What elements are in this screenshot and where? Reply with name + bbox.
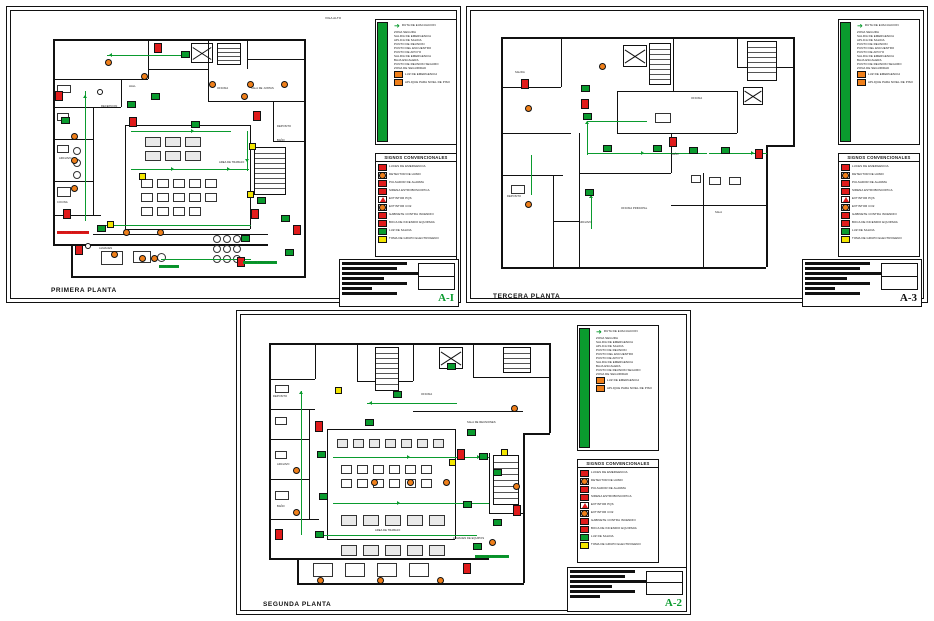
elevator-symbol bbox=[191, 43, 213, 63]
fire-extinguisher-symbol bbox=[463, 563, 471, 574]
smoke-detector-symbol bbox=[157, 229, 164, 236]
legend-title: SIGNOS CONVENCIONALES bbox=[578, 460, 658, 468]
room-label: OFICINA bbox=[217, 87, 229, 90]
room-label: OFICINA PRINCIPAL bbox=[621, 207, 648, 210]
room-label: SALA bbox=[715, 211, 723, 214]
smoke-detector-symbol bbox=[123, 229, 130, 236]
room-label: OFICINA bbox=[691, 97, 703, 100]
emergency-exit-symbol bbox=[493, 519, 502, 526]
sheet-code: A-2 bbox=[664, 597, 682, 609]
emergency-exit-symbol bbox=[479, 453, 488, 460]
room-label: PUNTO DE ENCUENTRO bbox=[57, 231, 90, 234]
fire-extinguisher-symbol bbox=[55, 91, 63, 101]
legend-equipment-a1: SIGNOS CONVENCIONALES LUCES DE EMERGENCIA DETECTOR DE HUMO PULSADOR DE ALARMA SIRENA ESTROBOSCOPICA EXTINTOR PQS EXTINTOR CO2 GABINETE CONTRA INCENDIO BOCA DE INCENDIO EQUIPADA LUZ DE SALIDA TOMA DE GRUPO ELECTROGENO bbox=[375, 153, 457, 257]
room-label: DEPOSITO bbox=[277, 125, 292, 128]
fire-extinguisher-symbol bbox=[154, 43, 162, 53]
stair-symbol bbox=[254, 147, 286, 195]
sheet-a1-plan-title: PRIMERA PLANTA bbox=[51, 287, 117, 294]
emergency-exit-symbol bbox=[181, 51, 190, 58]
emergency-exit-symbol bbox=[315, 531, 324, 538]
fire-extinguisher-symbol bbox=[129, 117, 137, 127]
emergency-exit-symbol bbox=[127, 101, 136, 108]
emergency-exit-symbol bbox=[653, 145, 662, 152]
extinguisher-co2-icon bbox=[841, 204, 850, 211]
emergency-light-icon bbox=[378, 164, 387, 171]
smoke-detector-symbol bbox=[317, 577, 324, 584]
emergency-exit-symbol bbox=[191, 121, 200, 128]
emergency-exit-symbol bbox=[493, 469, 502, 476]
generator-outlet-icon bbox=[580, 542, 589, 549]
smoke-detector-icon bbox=[580, 478, 589, 485]
sheet-code: A-3 bbox=[899, 292, 917, 304]
extinguisher-co2-icon bbox=[378, 204, 387, 211]
room-label: SALIDA DE EMERGENCIA bbox=[243, 261, 277, 264]
floor-plan-segunda-planta bbox=[257, 333, 562, 591]
emergency-light-icon bbox=[841, 164, 850, 171]
extinguisher-pqs-icon bbox=[580, 502, 589, 509]
emergency-exit-symbol bbox=[581, 85, 590, 92]
light-point-symbol bbox=[85, 243, 91, 249]
smoke-detector-symbol bbox=[599, 63, 606, 70]
route-label: ZONA SEGURA bbox=[159, 265, 179, 268]
smoke-detector-symbol bbox=[293, 467, 300, 474]
smoke-detector-symbol bbox=[377, 577, 384, 584]
fire-cabinet-icon bbox=[841, 212, 850, 219]
emergency-exit-symbol bbox=[603, 145, 612, 152]
alarm-pushbutton-symbol bbox=[107, 221, 114, 228]
fire-extinguisher-symbol bbox=[755, 149, 763, 159]
room-label: HALL bbox=[129, 85, 136, 88]
emergency-light-icon bbox=[580, 470, 589, 477]
fire-extinguisher-symbol bbox=[669, 137, 677, 147]
smoke-detector-symbol bbox=[437, 577, 444, 584]
room-label: DEPOSITO bbox=[507, 195, 522, 198]
fire-extinguisher-symbol bbox=[581, 99, 589, 109]
floor-plan-tercera-planta bbox=[491, 25, 791, 280]
fire-extinguisher-symbol bbox=[521, 79, 529, 89]
legend-evacuation-a3: ➜ RUTA DE EVACUACION ZONA SEGURA SALIDA DE EMERGENCIA APLICA DE SALIDA PUNTO DE REUNION PUNTO DEL ENCUENTRO PUNTO DE APOYO SALIDA DE EMERGENCIA BAJA ESCALERA PUNTO DE REUNION SEGURO ZONA DE SEGURIDAD LUZ DE EMERGENCIA APLIQUE PARA NIVEL DE PISO bbox=[838, 19, 920, 145]
room-label: BAÑO bbox=[277, 139, 285, 142]
smoke-detector-symbol bbox=[111, 251, 118, 258]
hose-reel-icon bbox=[841, 220, 850, 227]
fire-extinguisher-symbol bbox=[75, 245, 83, 255]
hose-reel-icon bbox=[378, 220, 387, 227]
elevator-symbol-2 bbox=[743, 87, 763, 105]
arrow-icon: ➜ bbox=[596, 328, 602, 336]
emergency-exit-symbol bbox=[285, 249, 294, 256]
emergency-exit-symbol bbox=[61, 117, 70, 124]
alarm-pushbutton-symbol bbox=[501, 449, 508, 456]
room-label: SALA DE JUNTAS bbox=[251, 87, 274, 90]
stair-symbol bbox=[375, 347, 399, 391]
smoke-detector-symbol bbox=[293, 509, 300, 516]
fire-extinguisher-symbol bbox=[253, 111, 261, 121]
sheet-a3 bbox=[466, 6, 928, 303]
emergency-exit-symbol bbox=[281, 215, 290, 222]
emergency-exit-symbol bbox=[241, 235, 250, 242]
generator-outlet-icon bbox=[841, 236, 850, 243]
fire-cabinet-icon bbox=[580, 518, 589, 525]
floor-level-light-icon bbox=[394, 79, 403, 86]
smoke-detector-symbol bbox=[371, 479, 378, 486]
emergency-exit-symbol bbox=[317, 451, 326, 458]
arrow-icon: ➜ bbox=[394, 22, 400, 30]
room-label: COCINA bbox=[57, 201, 68, 204]
smoke-detector-symbol bbox=[209, 81, 216, 88]
exit-light-icon bbox=[580, 534, 589, 541]
emergency-exit-symbol bbox=[151, 93, 160, 100]
exit-light-icon bbox=[378, 228, 387, 235]
emergency-exit-symbol bbox=[365, 419, 374, 426]
room-label: SALIDA bbox=[515, 71, 525, 74]
room-label: ARCHIVO bbox=[59, 157, 72, 160]
emergency-exit-symbol bbox=[721, 147, 730, 154]
extinguisher-co2-icon bbox=[580, 510, 589, 517]
alarm-pushbutton-symbol bbox=[249, 143, 256, 150]
legend-equipment-a3: SIGNOS CONVENCIONALES LUCES DE EMERGENCIA DETECTOR DE HUMO PULSADOR DE ALARMA SIRENA ESTROBOSCOPICA EXTINTOR PQS EXTINTOR CO2 GABINETE CONTRA INCENDIO BOCA DE INCENDIO EQUIPADA LUZ DE SALIDA TOMA DE GRUPO ELECTROGENO bbox=[838, 153, 920, 257]
room-label: RECEPCION bbox=[101, 105, 118, 108]
room-label: AREA DE TRABAJO bbox=[375, 529, 401, 532]
emergency-exit-symbol bbox=[467, 429, 476, 436]
smoke-detector-symbol bbox=[525, 105, 532, 112]
floor-level-light-icon bbox=[596, 385, 605, 392]
generator-outlet-icon bbox=[378, 236, 387, 243]
sheet-a1 bbox=[6, 6, 461, 303]
smoke-detector-symbol bbox=[511, 405, 518, 412]
titleblock-a3 bbox=[802, 259, 922, 307]
smoke-detector-symbol bbox=[407, 479, 414, 486]
hose-reel-icon bbox=[580, 526, 589, 533]
emergency-exit-symbol bbox=[585, 189, 594, 196]
pull-station-icon bbox=[841, 180, 850, 187]
alarm-pushbutton-symbol bbox=[449, 459, 456, 466]
emergency-light-icon bbox=[596, 377, 605, 384]
fire-cabinet-icon bbox=[378, 212, 387, 219]
legend-evacuation-a2: ➜ RUTA DE EVACUACION ZONA SEGURA SALIDA DE EMERGENCIA APLICA DE SALIDA PUNTO DE REUNION PUNTO DEL ENCUENTRO PUNTO DE APOYO SALIDA DE EMERGENCIA BAJA ESCALERA PUNTO DE REUNION SEGURO ZONA DE SEGURIDAD LUZ DE EMERGENCIA APLIQUE PARA NIVEL DE PISO bbox=[577, 325, 659, 451]
sheet-a2 bbox=[236, 310, 691, 615]
smoke-detector-symbol bbox=[141, 73, 148, 80]
smoke-detector-symbol bbox=[71, 157, 78, 164]
sheet-a2-plan-title: SEGUNDA PLANTA bbox=[263, 601, 332, 608]
legend-evacuation-a1: ➜ RUTA DE EVACUACION ZONA SEGURA SALIDA DE EMERGENCIA APLICA DE SALIDA PUNTO DE REUNION PUNTO DEL ENCUENTRO PUNTO DE APOYO SALIDA DE EMERGENCIA BAJA ESCALERA PUNTO DE REUNION SEGURO ZONA DE SEGURIDAD LUZ DE EMERGENCIA APLIQUE PARA NIVEL DE PISO bbox=[375, 19, 457, 145]
strobe-siren-icon bbox=[378, 188, 387, 195]
stair-symbol-2 bbox=[217, 43, 241, 65]
fire-extinguisher-symbol bbox=[513, 505, 521, 516]
room-label: AREA DE TRABAJO bbox=[219, 161, 245, 164]
extinguisher-pqs-icon bbox=[378, 196, 387, 203]
emergency-light-icon bbox=[394, 71, 403, 78]
smoke-detector-icon bbox=[841, 172, 850, 179]
stair-symbol-2 bbox=[747, 41, 777, 81]
fire-extinguisher-symbol bbox=[275, 529, 283, 540]
smoke-detector-symbol bbox=[241, 93, 248, 100]
extinguisher-pqs-icon bbox=[841, 196, 850, 203]
room-label: ARCHIVO bbox=[277, 463, 290, 466]
legend-title: SIGNOS CONVENCIONALES bbox=[839, 154, 919, 162]
stair-symbol-3 bbox=[493, 455, 519, 505]
fire-extinguisher-symbol bbox=[251, 209, 259, 219]
alarm-pushbutton-symbol bbox=[247, 191, 254, 198]
emergency-light-icon bbox=[857, 71, 866, 78]
strobe-siren-icon bbox=[580, 494, 589, 501]
emergency-exit-symbol bbox=[319, 493, 328, 500]
emergency-exit-symbol bbox=[447, 363, 456, 370]
room-label: ALMACEN DE EQUIPOS bbox=[453, 537, 485, 540]
smoke-detector-symbol bbox=[525, 201, 532, 208]
arrow-icon: ➜ bbox=[857, 22, 863, 30]
emergency-exit-symbol bbox=[393, 391, 402, 398]
titleblock-a2 bbox=[567, 567, 687, 612]
sheet-a3-plan-title: TERCERA PLANTA bbox=[493, 293, 561, 300]
room-label: ALMACEN bbox=[99, 247, 113, 250]
smoke-detector-symbol bbox=[489, 539, 496, 546]
smoke-detector-symbol bbox=[71, 185, 78, 192]
smoke-detector-symbol bbox=[105, 59, 112, 66]
stair-symbol bbox=[649, 43, 671, 85]
room-label: DEPOSITO bbox=[273, 395, 288, 398]
smoke-detector-symbol bbox=[513, 483, 520, 490]
smoke-detector-symbol bbox=[71, 133, 78, 140]
legend-equipment-a2: SIGNOS CONVENCIONALES LUCES DE EMERGENCIA DETECTOR DE HUMO PULSADOR DE ALARMA SIRENA ESTROBOSCOPICA EXTINTOR PQS EXTINTOR CO2 GABINETE CONTRA INCENDIO BOCA DE INCENDIO EQUIPADA LUZ DE SALIDA TOMA DE GRUPO ELECTROGENO bbox=[577, 459, 659, 563]
emergency-exit-symbol bbox=[473, 543, 482, 550]
legend-title: SIGNOS CONVENCIONALES bbox=[376, 154, 456, 162]
fire-extinguisher-symbol bbox=[457, 449, 465, 460]
stair-symbol-2 bbox=[503, 347, 531, 373]
emergency-exit-symbol bbox=[257, 197, 266, 204]
pull-station-icon bbox=[378, 180, 387, 187]
floor-level-light-icon bbox=[857, 79, 866, 86]
titleblock-a1 bbox=[339, 259, 459, 307]
sheet-code: A-I bbox=[438, 292, 454, 304]
alarm-pushbutton-symbol bbox=[335, 387, 342, 394]
smoke-detector-symbol bbox=[139, 255, 146, 262]
room-label: ARCHIVO bbox=[579, 221, 592, 224]
pull-station-icon bbox=[580, 486, 589, 493]
emergency-exit-symbol bbox=[463, 501, 472, 508]
floor-plan-primera-planta bbox=[41, 29, 331, 279]
fire-extinguisher-symbol bbox=[63, 209, 71, 219]
smoke-detector-icon bbox=[378, 172, 387, 179]
fire-extinguisher-symbol bbox=[293, 225, 301, 235]
room-label: SALIDA DE EMERGENCIA bbox=[475, 555, 509, 558]
smoke-detector-symbol bbox=[443, 479, 450, 486]
room-label: BAÑO bbox=[277, 505, 285, 508]
smoke-detector-symbol bbox=[281, 81, 288, 88]
exit-light-icon bbox=[841, 228, 850, 235]
emergency-exit-symbol bbox=[583, 113, 592, 120]
fire-extinguisher-symbol bbox=[315, 421, 323, 432]
strobe-siren-icon bbox=[841, 188, 850, 195]
alarm-pushbutton-symbol bbox=[139, 173, 146, 180]
room-label: OFICINA bbox=[421, 393, 433, 396]
room-label: BAÑO bbox=[671, 153, 679, 156]
elevator-symbol bbox=[623, 45, 647, 67]
sheet-a1-corner-note: VIGA ALTO bbox=[325, 16, 342, 20]
smoke-detector-symbol bbox=[151, 255, 158, 262]
room-label: SALA DE REUNIONES bbox=[467, 421, 496, 424]
light-point-symbol bbox=[97, 89, 103, 95]
emergency-exit-symbol bbox=[689, 147, 698, 154]
emergency-exit-symbol bbox=[97, 225, 106, 232]
